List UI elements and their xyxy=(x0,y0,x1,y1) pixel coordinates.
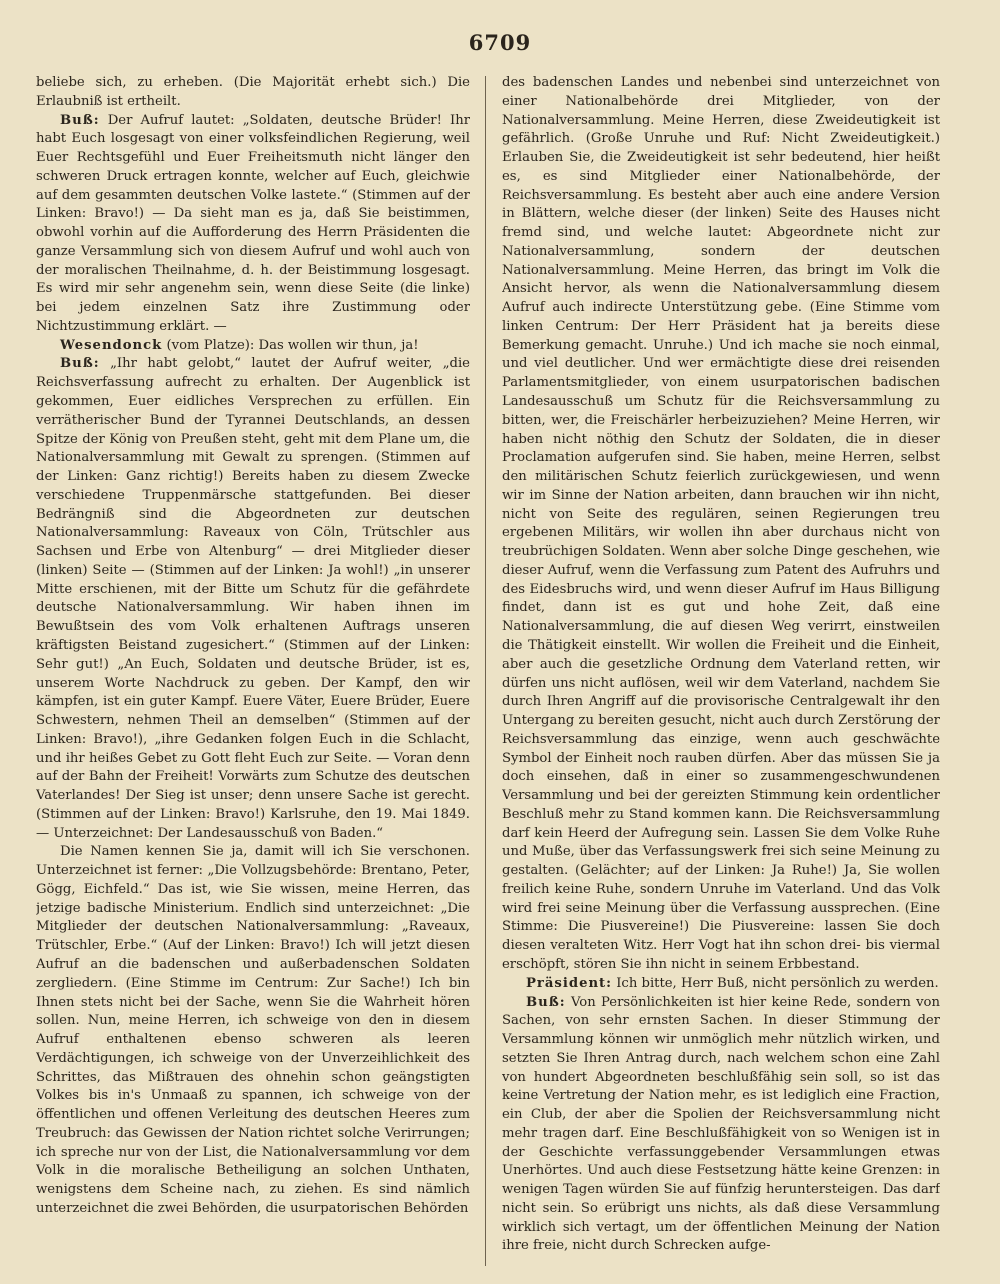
paragraph-text: Der Aufruf lautet: „Soldaten, deutsche Brüder! Ihr habt Euch losgesagt von einer volksfeindlichen Regierung, weil Euer Rechtsgefühl und Euer Freiheitsmuth nicht länger den schweren Druck ertragen konnte, welcher auf Euch, gleichwie auf dem gesammten deutschen Volke lastete.“ (Stimmen auf der Linken: Bravo!) — Da sieht man es ja, daß Sie beistimmen, obwohl vorhin auf die Aufforderung des Herrn Präsidenten die ganze Versammlung sich von diesem Aufruf und wohl auch von der moralischen Theilnahme, d. h. der Beistimmung losgesagt. Es wird mir sehr angenehm sein, wenn diese Seite (die linke) bei jedem einzelnen Satz ihre Zustimmung oder Nichtzustimmung erklärt. — xyxy=(36,112,470,334)
paragraph xyxy=(36,355,470,843)
paragraph xyxy=(502,74,940,975)
left-column xyxy=(36,74,470,1264)
speaker-name: Buß: xyxy=(60,356,100,372)
speaker-name: Buß: xyxy=(526,994,566,1010)
column-divider xyxy=(485,76,486,1266)
speaker-name: Präsident: xyxy=(526,975,613,991)
page-number: 6709 xyxy=(468,30,532,55)
paragraph xyxy=(36,337,470,356)
paragraph-text: „Ihr habt gelobt,“ lautet der Aufruf weiter, „die Reichsverfassung aufrecht zu erhalten. Der Augenblick ist gekommen, Euer eidliches Versprechen zu erfüllen. Ein verrätherischer Bund der Tyrannei Deutschlands, an dessen Spitze der König von Preußen steht, geht mit dem Plane um, die Nationalversammlung mit Gewalt zu sprengen. (Stimmen auf der Linken: Ganz richtig!) Bereits haben zu diesem Zwecke verschiedene Truppenmärsche stattgefunden. Bei dieser Bedrängniß sind die Abgeordneten zur deutschen Nationalversammlung: Raveaux von Cöln, Trütschler aus Sachsen und Erbe von Altenburg“ — drei Mitglieder dieser (linken) Seite — (Stimmen auf der Linken: Ja wohl!) „in unserer Mitte erschienen, mit der Bitte um Schutz für die gefährdete deutsche Nationalversammlung. Wir haben ihnen im Bewußtsein des vom Volk erhaltenen Auftrags unseren kräftigsten Beistand zugesichert.“ (Stimmen auf der Linken: Sehr gut!) „An Euch, Soldaten und deutsche Brüder, ist es, unserem Worte Nachdruck zu geben. Der Kampf, den wir kämpfen, ist ein guter Kampf. Euere Väter, Euere Brüder, Euere Schwestern, nehmen Theil an demselben“ (Stimmen auf der Linken: Bravo!), „ihre Gedanken folgen Euch in die Schlacht, und ihr heißes Gebet zu Gott fleht Euch zur Seite. — Voran denn auf der Bahn der Freiheit! Vorwärts zum Schutze des deutschen Vaterlandes! Der Sieg ist unser; denn unsere Sache ist gerecht. (Stimmen auf der Linken: Bravo!) Karlsruhe, den 19. Mai 1849. — Unterzeichnet: Der Landesausschuß von Baden.“ xyxy=(36,356,470,841)
paragraph xyxy=(502,975,940,994)
speaker-name: Buß: xyxy=(60,112,100,128)
paragraph xyxy=(36,74,470,112)
paragraph-text: Ich bitte, Herr Buß, nicht persönlich zu werden. xyxy=(616,975,939,991)
paragraph xyxy=(502,994,940,1257)
speaker-name: Wesendonck xyxy=(60,337,163,353)
paragraph xyxy=(36,112,470,337)
paragraph-text: (vom Platze): Das wollen wir thun, ja! xyxy=(166,337,419,353)
right-column xyxy=(502,74,940,1264)
paragraph-text: beliebe sich, zu erheben. (Die Majorität erhebt sich.) Die Erlaubniß ist ertheilt. xyxy=(36,75,470,109)
paragraph-text: Von Persönlichkeiten ist hier keine Rede, sondern von Sachen, von sehr ernsten Sachen. In dieser Stimmung der Versammlung können wir unmöglich mehr nützlich wirken, und setzten Sie Ihren Antrag durch, nach welchem schon eine Zahl von hundert Abgeordneten beschlußfähig sein soll, so ist das keine Vertretung der Nation mehr, es ist lediglich eine Fraction, ein Club, der aber die Spolien der Reichsversammlung nicht mehr tragen darf. Eine Beschlußfähigkeit von so Wenigen ist in der Geschichte verfassunggebender Versammlungen etwas Unerhörtes. Und auch diese Festsetzung hätte keine Grenzen: in wenigen Tagen würden Sie auf fünfzig heruntersteigen. Das darf nicht sein. So erübrigt uns nichts, als daß diese Versammlung wirklich sich vertagt, um der öffentlichen Meinung der Nation ihre freie, nicht durch Schrecken aufge- xyxy=(502,994,940,1254)
paragraph-text: des badenschen Landes und nebenbei sind unterzeichnet von einer Nationalbehörde drei Mitglieder, von der Nationalversammlung. Meine Herren, diese Zweideutigkeit ist gefährlich. (Große Unruhe und Ruf: Nicht Zweideutigkeit.) Erlauben Sie, die Zweideutigkeit ist sehr bedeutend, hier heißt es, es sind Mitglieder einer Nationalbehörde, der Reichsversammlung. Es besteht aber auch eine andere Version in Blättern, welche dieser (der linken) Seite des Hauses nicht fremd sind, und welche lautet: Abgeordnete nicht zur Nationalversammlung, sondern der deutschen Nationalversammlung. Meine Herren, das bringt im Volk die Ansicht hervor, als wenn die Nationalversammlung diesem Aufruf auch indirecte Unterstützung gebe. (Eine Stimme vom linken Centrum: Der Herr Präsident hat ja bereits diese Bemerkung gemacht. Unruhe.) Und ich mache sie noch einmal, und viel deutlicher. Und wer ermächtigte diese drei reisenden Parlamentsmitglieder, von einem usurpatorischen badischen Landesausschuß um Schutz für die Reichsversammlung zu bitten, wer, die Freischärler herbeizuziehen? Meine Herren, wir haben nicht nöthig den Schutz der Soldaten, die in dieser Proclamation aufgerufen sind. Sie haben, meine Herren, selbst den militärischen Schutz feierlich zurückgewiesen, und wenn wir im Sinne der Nation arbeiten, dann brauchen wir ihn nicht, nicht von Seite des regulären, seinen Regierungen treu ergebenen Militärs, wir wollen ihn aber durchaus nicht von treubrüchigen Soldaten. Wenn aber solche Dinge geschehen, wie dieser Aufruf, wenn die Verfassung zum Patent des Aufruhrs und des Eidesbruchs wird, und wenn dieser Aufruf im Haus Billigung findet, dann ist es gut und hohe Zeit, daß eine Nationalversammlung, die auf diesen Weg verirrt, einstweilen die Thätigkeit einstellt. Wir wollen die Freiheit und die Einheit, aber auch die gesetzliche Ordnung dem Vaterland retten, wir dürfen uns nicht auflösen, weil wir dem Vaterland, nachdem Sie durch Ihren Angriff auf die provisorische Centralgewalt ihr den Untergang zu bereiten gesucht, nicht auch durch Zerstörung der Reichsversammlung das einzige, wenn auch geschwächte Symbol der Einheit noch rauben dürfen. Aber das müssen Sie ja doch einsehen, daß in einer so zusammengeschwundenen Versammlung und bei der gereizten Stimmung kein ordentlicher Beschluß mehr zu Stand kommen kann. Die Reichsversammlung darf kein Heerd der Aufregung sein. Lassen Sie dem Volke Ruhe und Muße, über das Verfassungswerk frei sich seine Meinung zu gestalten. (Gelächter; auf der Linken: Ja Ruhe!) Ja, Sie wollen freilich keine Ruhe, sondern Unruhe im Vaterland. Und das Volk wird frei seine Meinung über die Verfassung aussprechen. (Eine Stimme: Die Piusvereine!) Die Piusvereine: lassen Sie doch diesen veralteten Witz. Herr Vogt hat ihn schon drei- bis viermal erschöpft, stören Sie ihn nicht in seinem Erbbestand. xyxy=(502,75,940,972)
paragraph-text: Die Namen kennen Sie ja, damit will ich Sie verschonen. Unterzeichnet ist ferner: „Die Vollzugsbehörde: Brentano, Peter, Gögg, Eichfeld.“ Das ist, wie Sie wissen, meine Herren, das jetzige badische Ministerium. Endlich sind unterzeichnet: „Die Mitglieder der deutschen Nationalversammlung: „Raveaux, Trütschler, Erbe.“ (Auf der Linken: Bravo!) Ich will jetzt diesen Aufruf an die badenschen und außerbadenschen Soldaten zergliedern. (Eine Stimme im Centrum: Zur Sache!) Ich bin Ihnen stets nicht bei der Sache, wenn Sie die Wahrheit hören sollen. Nun, meine Herren, ich schweige von den in diesem Aufruf enthaltenen ebenso schweren als leeren Verdächtigungen, ich schweige von der Unverzeihlichkeit des Schrittes, das Mißtrauen des ohnehin schon geängstigten Volkes bis in's Unmaaß zu spannen, ich schweige von der öffentlichen und offenen Verleitung des deutschen Heeres zum Treubruch: das Gewissen der Nation richtet solche Verirrungen; ich spreche nur von der List, die Nationalversammlung vor dem Volk in die moralische Betheiligung an solchen Unthaten, wenigstens dem Scheine nach, zu ziehen. Es sind nämlich unterzeichnet die zwei Behörden, die usurpatorischen Behörden xyxy=(36,844,470,1216)
paragraph xyxy=(36,843,470,1218)
